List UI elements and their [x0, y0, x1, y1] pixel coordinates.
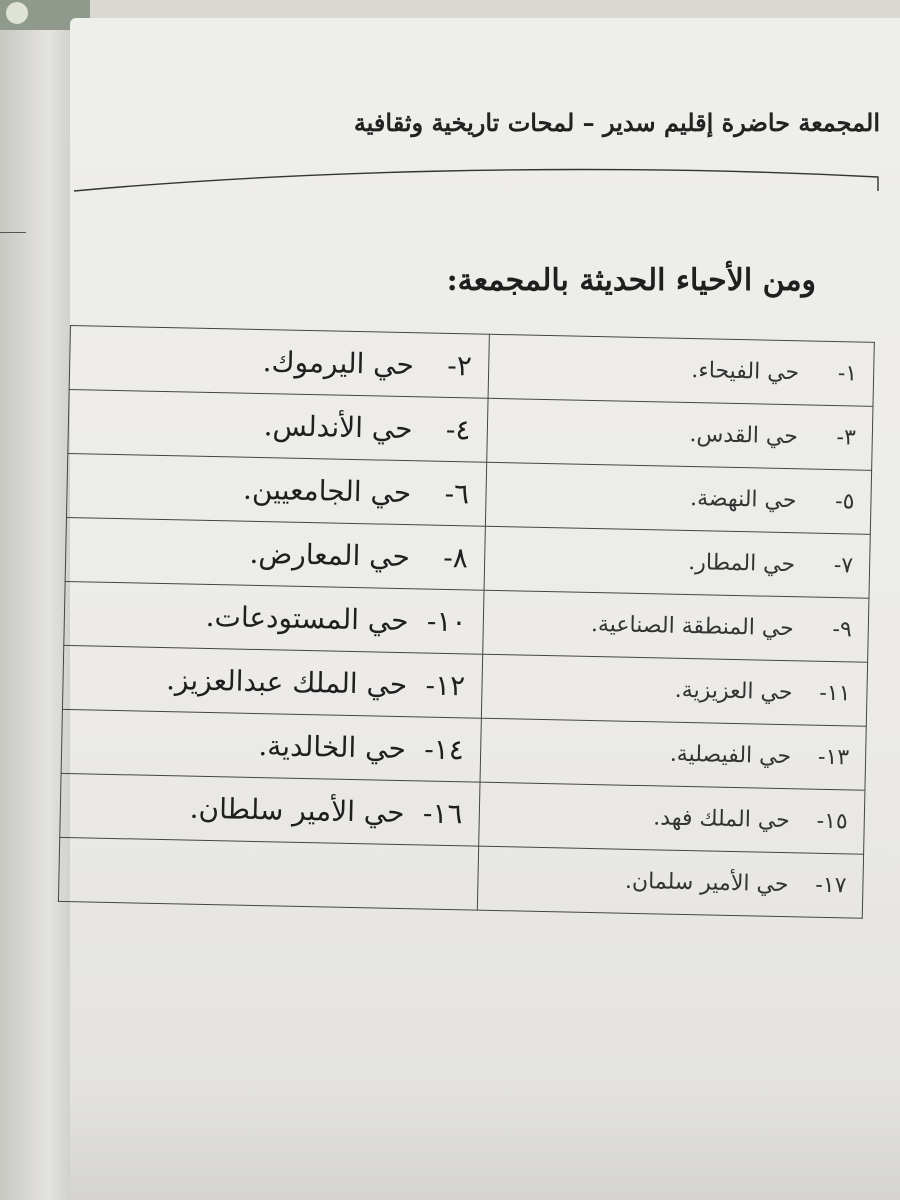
item-number: ٨- [442, 540, 469, 575]
neighborhood-name: حي المطار. [688, 550, 796, 578]
neighborhood-cell [477, 846, 864, 918]
neighborhood-name: حي القدس. [689, 422, 799, 450]
neighborhood-cell [69, 326, 489, 399]
item-number: ٤- [445, 412, 471, 447]
item-number: ٧- [833, 553, 854, 579]
item-number: ١١- [819, 680, 851, 707]
item-number: ١٤- [423, 732, 465, 767]
item-number: ٢- [447, 348, 473, 383]
neighborhood-name: حي الفيصلية. [669, 741, 792, 770]
item-number: ٩- [832, 617, 853, 643]
neighborhood-name [403, 860, 404, 893]
neighborhood-name: حي الأندلس. [263, 409, 413, 446]
neighborhood-cell [488, 334, 875, 406]
sticker-dot [6, 2, 28, 24]
neighborhoods-table [58, 325, 875, 919]
neighborhood-cell [481, 654, 868, 726]
neighborhood-name: حي النهضة. [689, 486, 797, 514]
neighborhood-name: حي الجامعيين. [242, 472, 412, 510]
neighborhood-name: حي الأمير سلطان. [189, 791, 405, 830]
book-page [70, 18, 900, 1200]
running-head: المجمعة حاضرة إقليم سدير – لمحات تاريخية وثقافية [353, 108, 880, 137]
neighborhood-cell [478, 782, 865, 854]
item-number [403, 886, 461, 887]
neighborhood-cell [64, 581, 484, 654]
item-number: ٣- [836, 425, 857, 451]
adjacent-page-edge [0, 0, 70, 1200]
item-number: ١٣- [817, 744, 850, 771]
neighborhood-cell [65, 517, 485, 590]
header-rule [70, 163, 900, 223]
neighborhood-cell [486, 398, 873, 470]
neighborhood-name: حي الفيحاء. [691, 358, 800, 386]
section-intro: ومن الأحياء الحديثة بالمجمعة: [446, 263, 816, 298]
neighborhood-cell [60, 773, 480, 846]
item-number: ١٢- [425, 668, 466, 703]
adjacent-page-rule [0, 232, 26, 233]
neighborhood-cell [68, 389, 488, 462]
item-number: ١٠- [426, 604, 467, 639]
neighborhood-name: حي الملك فهد. [653, 805, 791, 834]
neighborhood-name: حي المعارض. [249, 536, 411, 574]
neighborhood-cell [484, 526, 871, 598]
item-number: ٦- [444, 476, 470, 511]
item-number: ٥- [834, 489, 855, 515]
item-number: ١- [837, 361, 858, 387]
neighborhood-cell [485, 462, 872, 534]
neighborhood-name: حي المنطقة الصناعية. [590, 611, 795, 642]
neighborhood-cell [66, 453, 486, 526]
neighborhood-cell [61, 709, 481, 782]
page-shadow [70, 1080, 900, 1200]
neighborhood-name: حي الملك عبدالعزيز. [165, 663, 408, 702]
neighborhood-cell [480, 718, 867, 790]
item-number: ١٥- [816, 808, 849, 835]
neighborhood-cell [58, 837, 478, 910]
item-number: ١٦- [422, 796, 463, 831]
neighborhood-name: حي العزيزية. [674, 677, 793, 706]
item-number: ١٧- [815, 872, 847, 899]
neighborhood-name: حي الأمير سلمان. [624, 868, 789, 898]
neighborhood-name: حي المستودعات. [205, 599, 409, 638]
neighborhood-cell [482, 590, 869, 662]
neighborhood-cell [62, 645, 482, 718]
neighborhood-name: حي اليرموك. [262, 345, 415, 382]
neighborhood-name: حي الخالدية. [258, 729, 407, 766]
